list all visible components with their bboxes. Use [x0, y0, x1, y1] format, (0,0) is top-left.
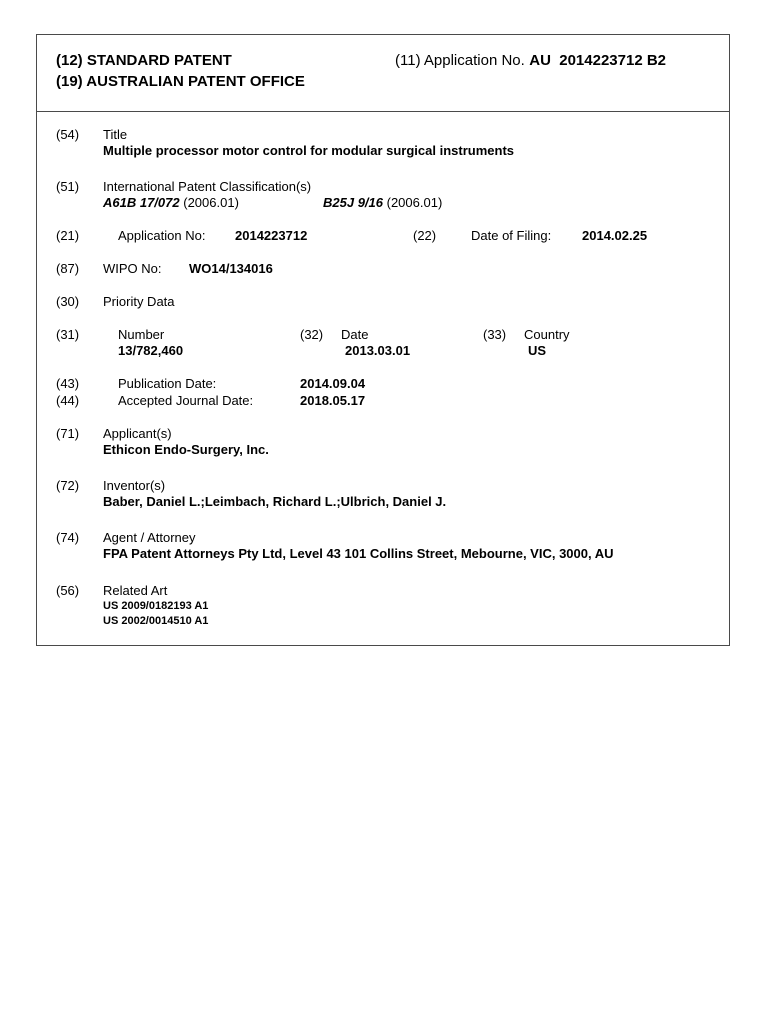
accepted-label: Accepted Journal Date: — [118, 393, 254, 408]
applicant-value: Ethicon Endo-Surgery, Inc. — [103, 442, 269, 457]
accepted-code: (44) — [56, 393, 80, 408]
ipc-class: A61B 17/072 — [103, 195, 180, 210]
applicant-code: (71) — [56, 426, 80, 441]
application-number-value: AU 2014223712 B2 — [529, 52, 667, 69]
priority-code: (30) — [56, 294, 80, 309]
priority-label: Priority Data — [103, 294, 175, 309]
title-value: Multiple processor motor control for modular surgical instruments — [103, 143, 514, 158]
filing-code: (22) — [413, 228, 437, 243]
patent-cover-box — [36, 34, 730, 646]
ipc-class: B25J 9/16 — [323, 195, 383, 210]
application-number-header — [395, 52, 666, 70]
inventors-label: Inventor(s) — [103, 478, 166, 493]
related-label: Related Art — [103, 583, 168, 598]
agent-label: Agent / Attorney — [103, 530, 196, 545]
application-code: (21) — [56, 228, 80, 243]
inventors-code: (72) — [56, 478, 80, 493]
priority-country-label: Country — [524, 327, 570, 342]
application-value: 2014223712 — [235, 228, 308, 243]
ipc-year: (2006.01) — [386, 195, 443, 210]
applicant-label: Applicant(s) — [103, 426, 172, 441]
priority-date-code: (32) — [300, 327, 324, 342]
priority-date-label: Date — [341, 327, 369, 342]
wipo-code: (87) — [56, 261, 80, 276]
publication-label: Publication Date: — [118, 376, 217, 391]
priority-number-value: 13/782,460 — [118, 343, 184, 358]
application-number-label: (11) Application No. — [395, 52, 525, 69]
wipo-value: WO14/134016 — [189, 261, 273, 276]
priority-number-code: (31) — [56, 327, 80, 342]
priority-country-value: US — [528, 343, 547, 358]
patent-type: (12) STANDARD PATENT — [56, 52, 232, 69]
ipc-year: (2006.01) — [183, 195, 239, 210]
ipc-label: International Patent Classification(s) — [103, 179, 312, 194]
filing-value: 2014.02.25 — [582, 228, 648, 243]
priority-date-value: 2013.03.01 — [345, 343, 411, 358]
related-item: US 2009/0182193 A1 — [103, 600, 209, 612]
ipc-code: (51) — [56, 179, 80, 194]
agent-code: (74) — [56, 530, 80, 545]
patent-office: (19) AUSTRALIAN PATENT OFFICE — [56, 73, 305, 90]
accepted-value: 2018.05.17 — [300, 393, 366, 408]
ipc-entry — [323, 195, 442, 210]
title-label: Title — [103, 127, 128, 142]
agent-value: FPA Patent Attorneys Pty Ltd, Level 43 101 Collins Street, Mebourne, VIC, 3000, AU — [103, 546, 614, 561]
ipc-entry — [103, 195, 239, 210]
header-divider — [37, 111, 729, 112]
wipo-label: WIPO No: — [103, 261, 162, 276]
priority-number-label: Number — [118, 327, 165, 342]
inventors-value: Baber, Daniel L.;Leimbach, Richard L.;Ulbrich, Daniel J. — [103, 494, 447, 509]
publication-code: (43) — [56, 376, 80, 391]
related-item: US 2002/0014510 A1 — [103, 615, 209, 627]
application-label: Application No: — [118, 228, 206, 243]
title-code: (54) — [56, 127, 80, 142]
related-code: (56) — [56, 583, 80, 598]
publication-value: 2014.09.04 — [300, 376, 366, 391]
priority-country-code: (33) — [483, 327, 507, 342]
filing-label: Date of Filing: — [471, 228, 552, 243]
